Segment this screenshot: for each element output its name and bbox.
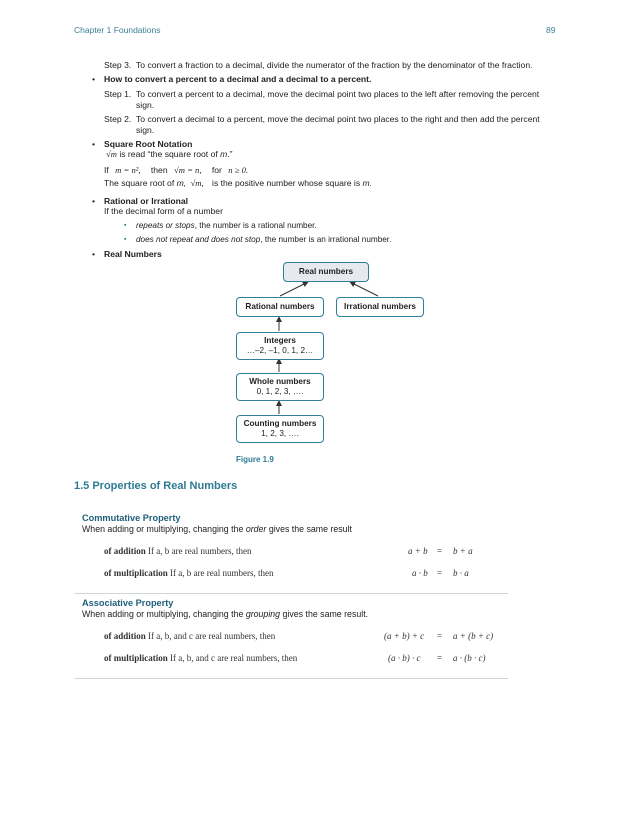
page-number: 89 <box>546 25 556 35</box>
sub-bullet: ▪ <box>124 222 127 229</box>
desc-em: order <box>245 524 267 534</box>
percent-title: How to convert a percent to a decimal and a decimal to a percent. <box>104 74 372 84</box>
node-whole-label: Whole numbers <box>249 377 311 386</box>
node-counting-numbers <box>236 415 324 443</box>
step3-text: To convert a fraction to a decimal, divide the numerator of the fraction by the denominator of the fraction. <box>136 60 533 70</box>
positive-end: m. <box>362 178 373 188</box>
rational-title: Rational or Irrational <box>104 196 189 206</box>
arrow-rational-real <box>280 283 306 296</box>
sqrt-read-var: m <box>220 149 228 159</box>
for-equation: n ≥ 0. <box>228 165 249 175</box>
node-whole-sub: 0, 1, 2, 3, …. <box>256 387 304 396</box>
assoc-mul-eq: = <box>437 653 443 663</box>
commutative-addition <box>104 546 251 556</box>
for-word: for <box>211 165 222 175</box>
rational-emphasis: repeats or stops <box>136 221 195 230</box>
bullet-dot: • <box>92 249 96 259</box>
comm-add-left: a + b <box>408 546 428 556</box>
desc-pre: When adding or multiplying, changing the <box>82 524 246 534</box>
then-equation: √m = n, <box>174 165 202 175</box>
node-real-numbers <box>283 262 369 282</box>
sub-bullet: ▪ <box>124 236 127 243</box>
node-real-label: Real numbers <box>298 267 354 276</box>
node-integers-label: Integers <box>264 336 296 345</box>
divider <box>74 678 508 679</box>
node-rational-numbers <box>236 297 324 317</box>
step2-line2: sign. <box>136 125 155 135</box>
node-integers-sub: …–2, –1, 0, 1, 2… <box>246 346 314 355</box>
positive-text-2: is the positive number whose square is <box>212 178 361 188</box>
condition: If a, b are real numbers, then <box>170 568 274 578</box>
positive-text: The square root of <box>104 178 175 188</box>
associative-addition <box>104 631 275 641</box>
condition: If a, b, and c are real numbers, then <box>148 631 276 641</box>
comm-mul-eq: = <box>437 568 443 578</box>
positive-sqrt: √m, <box>190 178 204 188</box>
assoc-add-eq: = <box>437 631 443 641</box>
irrational-emphasis: does not repeat and does not stop <box>136 235 261 244</box>
sqrt-read-text: is read “the square root of <box>119 149 218 159</box>
if-word: If <box>104 165 109 175</box>
step1-label: Step 1. <box>104 89 132 99</box>
node-integers <box>236 332 324 360</box>
node-irrational-numbers <box>336 297 424 317</box>
comm-mul-left: a · b <box>412 568 428 578</box>
associative-desc <box>82 609 368 619</box>
then-word: then <box>150 165 168 175</box>
associative-title: Associative Property <box>82 598 174 608</box>
bullet-dot: • <box>92 74 96 84</box>
assoc-add-right: a + (b + c) <box>453 631 494 641</box>
positive-var: m, <box>176 178 187 188</box>
node-counting-sub: 1, 2, 3, …. <box>261 429 299 438</box>
node-irrational-label: Irrational numbers <box>344 302 416 311</box>
label: of multiplication <box>104 653 168 663</box>
step1-line2: sign. <box>136 100 155 110</box>
rational-intro: If the decimal form of a number <box>104 206 223 216</box>
assoc-mul-right: a · (b · c) <box>453 653 486 663</box>
sqrt-read-end: .” <box>227 149 233 159</box>
condition: If a, b are real numbers, then <box>148 546 252 556</box>
comm-add-right: b + a <box>453 546 473 556</box>
node-counting-label: Counting numbers <box>243 419 317 428</box>
desc-post: gives the same result <box>266 524 352 534</box>
step2-label: Step 2. <box>104 114 132 124</box>
desc-post: gives the same result. <box>280 609 369 619</box>
commutative-multiplication <box>104 568 273 578</box>
bullet-dot: • <box>92 139 96 149</box>
label: of multiplication <box>104 568 168 578</box>
chapter-header: Chapter 1 Foundations <box>74 25 161 35</box>
label: of addition <box>104 546 146 556</box>
sqrt-title: Square Root Notation <box>104 139 193 149</box>
condition: If a, b, and c are real numbers, then <box>170 653 298 663</box>
divider <box>74 593 508 594</box>
irrational-rest: , the number is an irrational number. <box>260 235 392 244</box>
assoc-add-left: (a + b) + c <box>384 631 425 641</box>
commutative-desc <box>82 524 352 534</box>
step3-label: Step 3. <box>104 60 132 70</box>
if-equation: m = n², <box>115 165 141 175</box>
real-title: Real Numbers <box>104 249 162 259</box>
step2-line1: To convert a decimal to a percent, move the decimal point two places to the right and then add the percent <box>136 114 540 124</box>
section-title: 1.5 Properties of Real Numbers <box>74 480 238 492</box>
bullet-dot: • <box>92 196 96 206</box>
associative-multiplication <box>104 653 297 663</box>
arrow-irrational-real <box>352 283 378 296</box>
commutative-title: Commutative Property <box>82 513 181 523</box>
sqrt-symbol: √m <box>106 149 117 159</box>
comm-mul-right: b · a <box>453 568 469 578</box>
assoc-mul-left: (a · b) · c <box>388 653 421 663</box>
node-rational-label: Rational numbers <box>245 302 315 311</box>
desc-pre: When adding or multiplying, changing the <box>82 609 246 619</box>
label: of addition <box>104 631 146 641</box>
comm-add-eq: = <box>437 546 443 556</box>
node-whole-numbers <box>236 373 324 401</box>
figure-caption: Figure 1.9 <box>236 455 274 464</box>
step1-line1: To convert a percent to a decimal, move the decimal point two places to the left after removing the percent <box>136 89 540 99</box>
desc-em: grouping <box>245 609 281 619</box>
rational-rest: , the number is a rational number. <box>194 221 317 230</box>
